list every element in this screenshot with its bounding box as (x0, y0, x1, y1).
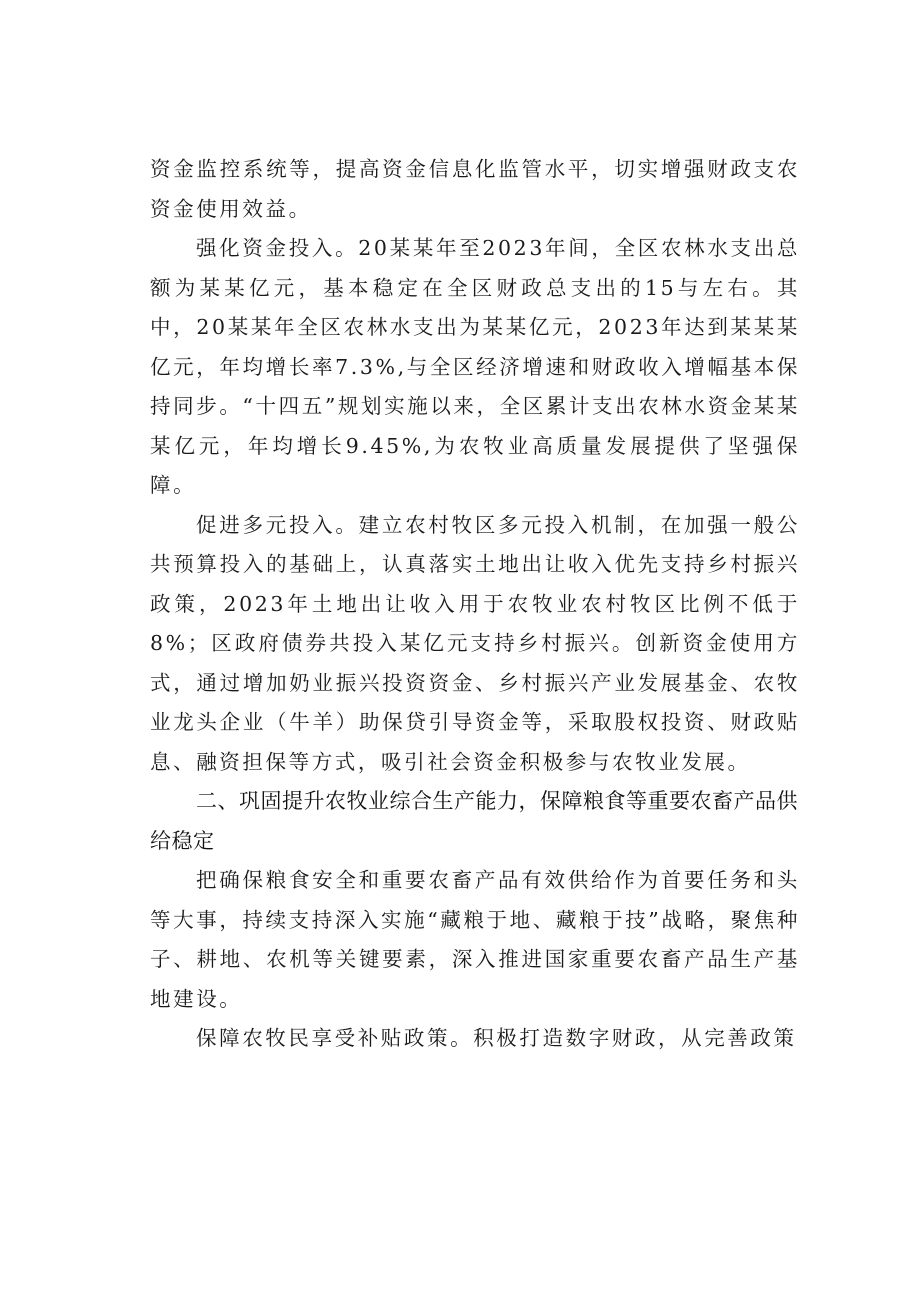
paragraph-food-security: 把确保粮食安全和重要农畜产品有效供给作为首要任务和头等大事，持续支持深入实施“藏粮于地、藏粮于技”战略，聚焦种子、耕地、农机等关键要素，深入推进国家重要农畜产品生产基地建设。 (150, 868, 800, 1011)
paragraph-diversified-input: 促进多元投入。建立农村牧区多元投入机制，在加强一般公共预算投入的基础上，认真落实土地出让收入优先支持乡村振兴政策，2023年土地出让收入用于农牧业农村牧区比例不低于8%；区政府债券共投入某亿元支持乡村振兴。创新资金使用方式，通过增加奶业振兴投资资金、乡村振兴产业发展基金、农牧业龙头企业（牛羊）助保贷引导资金等，采取股权投资、财政贴息、融资担保等方式，吸引社会资金积极参与农牧业发展。 (150, 512, 800, 774)
section-heading-2: 二、巩固提升农牧业综合生产能力，保障粮食等重要农畜产品供给稳定 (150, 789, 798, 853)
document-body (150, 150, 800, 1059)
paragraph-subsidy-policy: 保障农牧民享受补贴政策。积极打造数字财政，从完善政策 (196, 1026, 797, 1050)
paragraph-continuation: 资金监控系统等，提高资金信息化监管水平，切实增强财政支农资金使用效益。 (150, 157, 800, 221)
paragraph-fund-input: 强化资金投入。20某某年至2023年间，全区农林水支出总额为某某亿元，基本稳定在全区财政总支出的15与左右。其中，20某某年全区农林水支出为某某亿元，2023年达到某某某亿元，年均增长率7.3%,与全区经济增速和财政收入增幅基本保持同步。“十四五”规划实施以来，全区累计支出农林水资金某某某亿元，年均增长9.45%,为农牧业高质量发展提供了坚强保障。 (150, 236, 800, 497)
